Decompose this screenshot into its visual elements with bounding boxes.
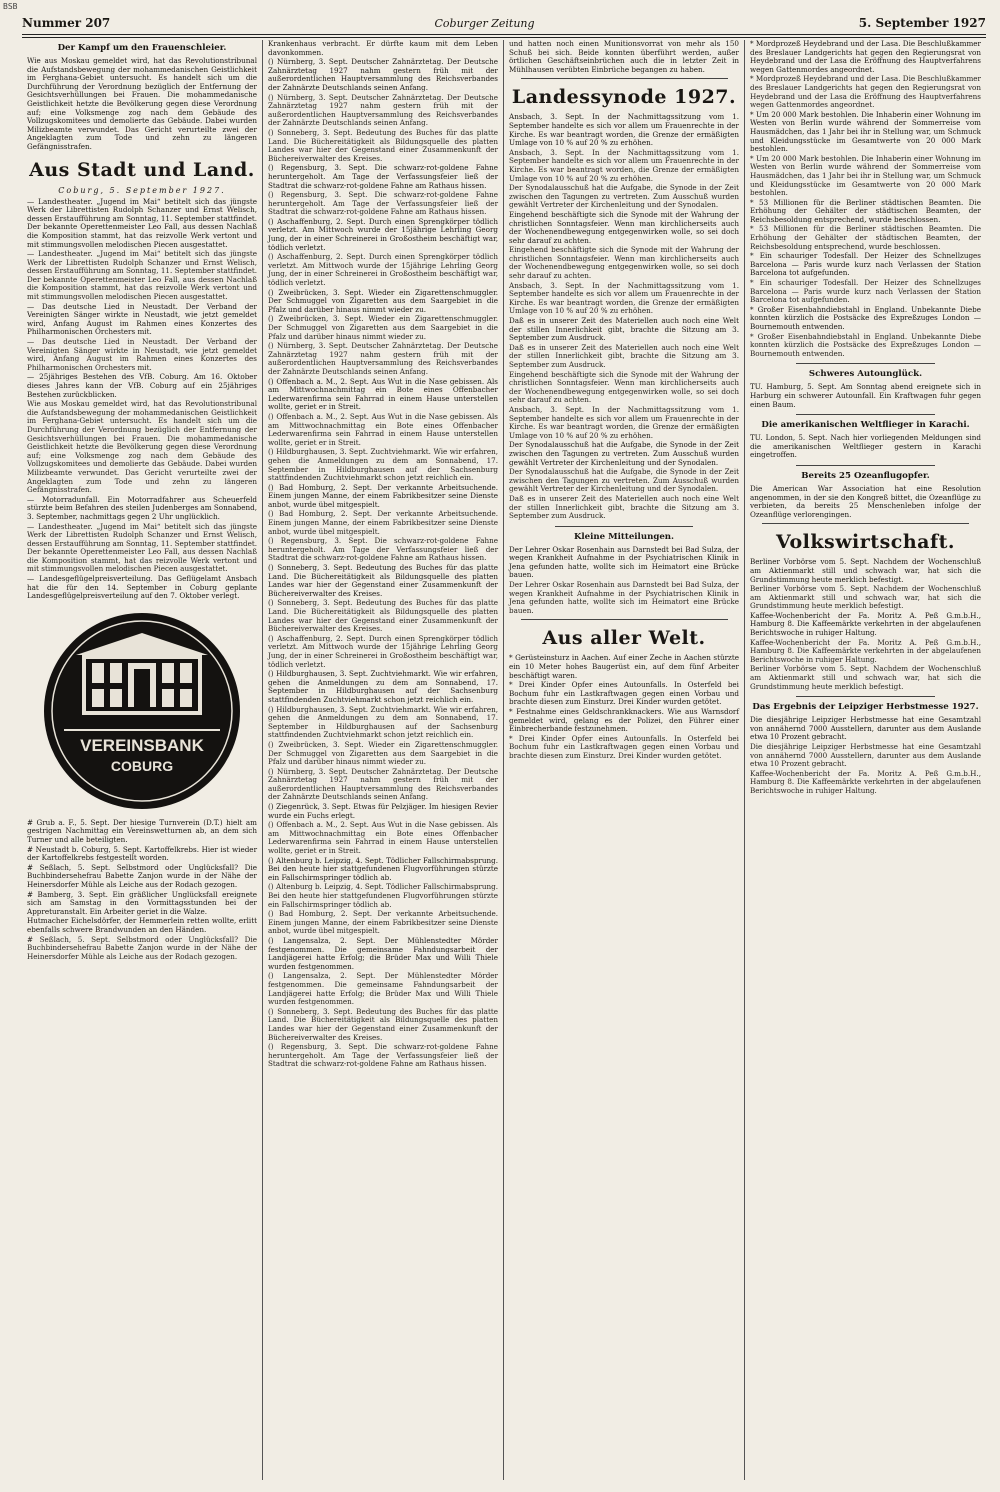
article-text: Der Lehrer Oskar Rosenhain aus Darnstedt bei Bad Sulza, der wegen Krankheit Aufnahme in der Psychiatrischen Klinik in Jena gefunden hatte, wollte sich im Heimatort eine Brücke bauen. (509, 580, 739, 615)
section-title: Landessynode 1927. (511, 86, 737, 109)
article-text: () Bad Homburg, 2. Sept. Der verkannte Arbeitsuchende. Einem jungen Manne, der einem Fabrikbesitzer seine Dienste anbot, wurde übel mitgespielt. (268, 509, 498, 536)
column-3 (504, 40, 745, 1480)
section-title: Aus Stadt und Land. (29, 158, 255, 181)
article-text: * Ein schauriger Todesfall. Der Heizer des Schnellzuges Barcelona — Paris wurde kurz nach Verlassen der Station Barcelona tot aufgefunden. (750, 251, 981, 278)
article-text: Daß es in unserer Zeit des Materiellen auch noch eine Welt der stillen Innerlichkeit gibt, brachte die Sitzung am 3. September zum Ausdruck. (509, 493, 739, 521)
article-text: () Ziegenrück, 3. Sept. Etwas für Pelzjäger. Im hiesigen Revier wurde ein Fuchs erlegt. (268, 802, 498, 820)
article-text: # Grub a. F., 5. Sept. Der hiesige Turnverein (D.T.) hielt am gestrigen Nachmittag ein Vereinswetturnen ab, an dem sich Turner und alle beteiligten. (27, 817, 257, 845)
columns (22, 40, 986, 1480)
article-text: * Gerüsteinsturz in Aachen. Auf einer Zeche in Aachen stürzte ein 10 Meter hohes Baugerüst ein, auf dem fünf Arbeiter beschäftigt waren. (509, 653, 739, 680)
article-text: Kaffee-Wochenbericht der Fa. Moritz A. Peß G.m.b.H., Hamburg 8. Die Kaffeemärkte verkehrten in der abgelaufenen Berichtswoche in ruhiger Haltung. (750, 768, 981, 795)
article-text: * Um 20 000 Mark bestohlen. Die Inhaberin einer Wohnung im Westen von Berlin wurde während der Sommerreise vom Hausmädchen, das 1 Jahr bei ihr in Stellung war, um Schmuck und Kleidungsstücke im Gesamtwerte von 20 000 Mark bestohlen. (750, 153, 981, 198)
article-text: * Ein schauriger Todesfall. Der Heizer des Schnellzuges Barcelona — Paris wurde kurz nach Verlassen der Station Barcelona tot aufgefunden. (750, 278, 981, 305)
article-text: Berliner Vorbörse vom 5. Sept. Nachdem der Wochenschluß am Aktienmarkt still und schwach war, hat sich die Grundstimmung heute merklich befestigt. (750, 664, 981, 691)
article-text: — Landesgeflügelpreisverteilung. Das Geflügelamt Ansbach hat die für den 14. September in Coburg geplante Landesgeflügelpreisverteilung auf den 7. Oktober verlegt. (27, 574, 257, 601)
article-text: — Motorradunfall. Ein Motorradfahrer aus Scheuerfeld stürzte beim Befahren des steilen Judenberges am Sonnabend, 3. September, nachmittags gegen 2 Uhr unglücklich. (27, 494, 257, 521)
article-text: () Regensburg, 3. Sept. Die schwarz-rot-goldene Fahne heruntergeholt. Am Tage der Verfassungsfeier ließ der Stadtrat die schwarz-rot-goldene Fahne am Rathaus hissen. (268, 536, 498, 563)
divider (555, 526, 693, 527)
article-text: () Altenburg b. Leipzig, 4. Sept. Tödlicher Fallschirmabsprung. Bei den heute hier stattgefundenen Flugvorführungen stürzte ein Fallschirmspringer tödlich ab. (268, 882, 498, 909)
article-text: () Aschaffenburg, 2. Sept. Durch einen Sprengkörper tödlich verletzt. Am Mittwoch wurde der 15jährige Lehrling Georg Jung, der in einer Schreinerei in Großostheim beschäftigt war, tödlich verletzt. (268, 216, 498, 252)
article-text: Die American War Association hat eine Resolution angenommen, in der sie den Kongreß bittet, die Ozeanflüge zu verbieten, da bereits 25 Menschenleben infolge der Ozeanflüge verlorengingen. (750, 483, 981, 519)
article-heading: Das Ergebnis der Leipziger Herbstmesse 1927. (752, 702, 979, 713)
article-text: — Landestheater. „Jugend im Mai“ betitelt sich das jüngste Werk der Librettisten Rudolph Schanzer und Ernst Welisch, dessen Erstaufführung am Sonntag, 11. September stattfindet. Der bekannte Operettenmeister Leo Fall, aus dessen Nachlaß die Komposition stammt, hat das reizvolle Werk vertont und mit stimmungsvollen melodischen Piecen ausgestattet. (27, 249, 257, 302)
column-4 (745, 40, 986, 1480)
article-text: * Festnahme eines Geldschrankknackers. Wie aus Warnsdorf gemeldet wird, gelang es der Polizei, den Führer einer Einbrecherbande festzunehmen. (509, 707, 739, 734)
ad-city: COBURG (110, 757, 174, 774)
article-text: () Regensburg, 3. Sept. Die schwarz-rot-goldene Fahne heruntergeholt. Am Tage der Verfassungsfeier ließ der Stadtrat die schwarz-rot-goldene Fahne am Rathaus hissen. (268, 1042, 498, 1069)
article-text: # Seßlach, 5. Sept. Selbstmord oder Unglücksfall? Die Buchbindersehefrau Babette Zanjon wurde in der Nähe der Heinersdorfer Mühle als Leiche aus der Rodach gezogen. (27, 934, 257, 961)
article-text: Ansbach, 3. Sept. In der Nachmittagssitzung vom 1. September handelte es sich vor allem um Frauenrechte in der Kirche. Es war beantragt worden, die Grenze der ermäßigten Umlage von 10 % auf 20 % zu erhöhen. (509, 147, 739, 183)
article-text: () Regensburg, 3. Sept. Die schwarz-rot-goldene Fahne heruntergeholt. Am Tage der Verfassungsfeier ließ der Stadtrat die schwarz-rot-goldene Fahne am Rathaus hissen. (268, 190, 498, 217)
article-text: () Sonneberg, 3. Sept. Bedeutung des Buches für das platte Land. Die Büchereitätigkeit als Bildungsquelle des platten Landes war hier der Gegenstand einer Zusammenkunft der Büchereiverwalter des Kreises. (268, 1006, 498, 1042)
newspaper-title: Coburger Zeitung (434, 16, 535, 30)
divider (796, 465, 935, 466)
article-text: Eingehend beschäftigte sich die Synode mit der Wahrung der christlichen Sonntagsfeier. Wenn man kirchlicherseits auch der Wochenendbewegung entgegenwirken wolle, so sei doch sehr darauf zu achten. (509, 245, 739, 281)
ad-bank-name: VEREINSBANK (80, 735, 204, 755)
divider (521, 619, 728, 620)
article-heading: Bereits 25 Ozeanflugopfer. (801, 470, 930, 481)
article-text: Eingehend beschäftigte sich die Synode mit der Wahrung der christlichen Sonntagsfeier. Wenn man kirchlicherseits auch der Wochenendbewegung entgegenwirken wolle, so sei doch sehr darauf zu achten. (509, 369, 739, 405)
article-text: # Seßlach, 5. Sept. Selbstmord oder Unglücksfall? Die Buchbindersehefrau Babette Zanjon wurde in der Nähe der Heinersdorfer Mühle als Leiche aus der Rodach gezogen. (27, 862, 257, 889)
article-text: Kaffee-Wochenbericht der Fa. Moritz A. Peß G.m.b.H., Hamburg 8. Die Kaffeemärkte verkehrten in der abgelaufenen Berichtswoche in ruhiger Haltung. (750, 610, 981, 638)
article-text: () Zweibrücken, 3. Sept. Wieder ein Zigarettenschmuggler. Der Schmuggel von Zigaretten aus dem Saargebiet in die Pfalz und darüber hinaus nimmt wieder zu. (268, 314, 498, 341)
article-text: () Offenbach a. M., 2. Sept. Aus Wut in die Nase gebissen. Als am Mittwochnachmittag ein Bote eines Offenbacher Lederwarenfirma sein Fahrrad in einem Hause unterstellen wollte, geriet er in Streit. (268, 411, 498, 447)
article-text: () Sonneberg, 3. Sept. Bedeutung des Buches für das platte Land. Die Büchereitätigkeit als Bildungsquelle des platten Landes war hier der Gegenstand einer Zusammenkunft der Büchereiverwalter des Kreises. (268, 598, 498, 634)
article-text: () Aschaffenburg, 2. Sept. Durch einen Sprengkörper tödlich verletzt. Am Mittwoch wurde der 15jährige Lehrling Georg Jung, der in einer Schreinerei in Großostheim beschäftigt war, tödlich verletzt. (268, 633, 498, 669)
article-text: * Mordprozeß Heydebrand und der Lasa. Die Beschlußkammer des Breslauer Landgerichts hat gegen den Regierungsrat von Heydebrand und der Lasa die Eröffnung des Hauptverfahrens wegen Gattenmordes angeordnet. (750, 74, 981, 110)
dateline: Coburg, 5. September 1927. (58, 185, 226, 195)
article-text: * 53 Millionen für die Berliner städtischen Beamten. Die Erhöhung der Gehälter der städtischen Beamten, der Reichsbesoldung entsprechend, wurde beschlossen. (750, 224, 981, 251)
article-text: Eingehend beschäftigte sich die Synode mit der Wahrung der christlichen Sonntagsfeier. Wenn man kirchlicherseits auch der Wochenendbewegung entgegenwirken wolle, so sei doch sehr darauf zu achten. (509, 209, 739, 245)
article-text: Der Lehrer Oskar Rosenhain aus Darnstedt bei Bad Sulza, der wegen Krankheit Aufnahme in der Psychiatrischen Klinik in Jena gefunden hatte, wollte sich im Heimatort eine Brücke bauen. (509, 544, 739, 580)
article-text: — 25jähriges Bestehen des VfB. Coburg. Am 16. Oktober dieses Jahres kann der VfB. Coburg auf ein 25jähriges Bestehen zurückblicken. (27, 372, 257, 399)
divider (762, 523, 970, 524)
issue-date: 5. September 1927 (858, 16, 986, 30)
article-text: Die diesjährige Leipziger Herbstmesse hat eine Gesamtzahl von annähernd 7000 Ausstellern, darunter aus dem Auslande etwa 10 Prozent gebracht. (750, 715, 981, 742)
article-text: () Zweibrücken, 3. Sept. Wieder ein Zigarettenschmuggler. Der Schmuggel von Zigaretten aus dem Saargebiet in die Pfalz und darüber hinaus nimmt wieder zu. (268, 287, 498, 314)
article-text: () Hildburghausen, 3. Sept. Zuchtviehmarkt. Wie wir erfahren, gehen die Anmeldungen zu dem am Sonnabend, 17. September in Hildburghausen auf der Sachsenburg stattfindenden Zuchtviehmarkt schon jetzt reichlich ein. (268, 704, 498, 740)
article-text: Daß es in unserer Zeit des Materiellen auch noch eine Welt der stillen Innerlichkeit gibt, brachte die Sitzung am 3. September zum Ausdruck. (509, 342, 739, 369)
article-text: () Sonneberg, 3. Sept. Bedeutung des Buches für das platte Land. Die Büchereitätigkeit als Bildungsquelle des platten Landes war hier der Gegenstand einer Zusammenkunft der Büchereiverwalter des Kreises. (268, 127, 498, 163)
issue-number: Nummer 207 (22, 16, 111, 30)
article-text: () Aschaffenburg, 2. Sept. Durch einen Sprengkörper tödlich verletzt. Am Mittwoch wurde der 15jährige Lehrling Georg Jung, der in einer Schreinerei in Großostheim beschäftigt war, tödlich verletzt. (268, 252, 498, 288)
article-text: * Mordprozeß Heydebrand und der Lasa. Die Beschlußkammer des Breslauer Landgerichts hat gegen den Regierungsrat von Heydebrand und der Lasa die Eröffnung des Hauptverfahrens wegen Gattenmordes angeordnet. (750, 40, 981, 74)
article-text: () Langensalza, 2. Sept. Der Mühlenstedter Mörder festgenommen. Die gemeinsame Fahndungsarbeit der Landjägerei hatte Erfolg; die Brüder Max und Willi Thiele wurden festgenommen. (268, 935, 498, 971)
divider (796, 363, 935, 364)
library-stamp: BSB (3, 2, 18, 11)
column-2 (263, 40, 504, 1480)
article-text: () Zweibrücken, 3. Sept. Wieder ein Zigarettenschmuggler. Der Schmuggel von Zigaretten aus dem Saargebiet in die Pfalz und darüber hinaus nimmt wieder zu. (268, 739, 498, 767)
article-text: Daß es in unserer Zeit des Materiellen auch noch eine Welt der stillen Innerlichkeit gibt, brachte die Sitzung am 3. September zum Ausdruck. (509, 316, 739, 343)
article-text: () Regensburg, 3. Sept. Die schwarz-rot-goldene Fahne heruntergeholt. Am Tage der Verfassungsfeier ließ der Stadtrat die schwarz-rot-goldene Fahne am Rathaus hissen. (268, 163, 498, 190)
article-text: Der Synodalausschuß hat die Aufgabe, die Synode in der Zeit zwischen den Tagungen zu vertreten. Zum Ausschuß wurden gewählt Vertreter der Kirchenleitung und der Synodalen. (509, 183, 739, 210)
article-text: Ansbach, 3. Sept. In der Nachmittagssitzung vom 1. September handelte es sich vor allem um Frauenrechte in der Kirche. Es war beantragt worden, die Grenze der ermäßigten Umlage von 10 % auf 20 % zu erhöhen. (509, 280, 739, 316)
article-text: () Nürnberg, 3. Sept. Deutscher Zahnärztetag. Der Deutsche Zahnärztetag 1927 nahm gestern früh mit der außerordentlichen Hauptversammlung des Reichsverbandes der Zahnärzte Deutschlands seinen Anfang. (268, 57, 498, 92)
article-text: # Neustadt b. Coburg, 5. Sept. Kartoffelkrebs. Hier ist wieder der Kartoffelkrebs festgestellt worden. (27, 844, 257, 863)
article-text: — Das deutsche Lied in Neustadt. Der Verband der Vereinigten Sänger wirkte in Neustadt, wie jetzt gemeldet wird, Anfang August im Rahmen eines Konzertes des Philharmonischen Orchesters mit. (27, 301, 257, 337)
header-rule-2 (22, 37, 986, 38)
article-text: — Landestheater. „Jugend im Mai“ betitelt sich das jüngste Werk der Librettisten Rudolph Schanzer und Ernst Welisch, dessen Erstaufführung am Sonntag, 11. September stattfindet. Der bekannte Operettenmeister Leo Fall, aus dessen Nachlaß die Komposition stammt, hat das reizvolle Werk vertont und mit stimmungsvollen melodischen Piecen ausgestattet. (27, 521, 257, 574)
article-text: Hutmacher Eichelsdörfer, der Hemmerlein retten wollte, erlitt ebenfalls schwere Brandwunden an den Händen. (27, 916, 257, 934)
article-heading: Kleine Mitteilungen. (573, 531, 675, 542)
article-text: () Nürnberg, 3. Sept. Deutscher Zahnärztetag. Der Deutsche Zahnärztetag 1927 nahm gestern früh mit der außerordentlichen Hauptversammlung des Reichsverbandes der Zahnärzte Deutschlands seinen Anfang. (268, 766, 498, 802)
article-text: () Bad Homburg, 2. Sept. Der verkannte Arbeitsuchende. Einem jungen Manne, der einem Fabrikbesitzer seine Dienste anbot, wurde übel mitgespielt. (268, 482, 498, 509)
article-text: — Das deutsche Lied in Neustadt. Der Verband der Vereinigten Sänger wirkte in Neustadt, wie jetzt gemeldet wird, Anfang August im Rahmen eines Konzertes des Philharmonischen Orchesters mit. (27, 337, 257, 372)
vereinsbank-advertisement (42, 611, 242, 811)
article-text: Der Synodalausschuß hat die Aufgabe, die Synode in der Zeit zwischen den Tagungen zu vertreten. Zum Ausschuß wurden gewählt Vertreter der Kirchenleitung und der Synodalen. (509, 467, 739, 494)
article-text: Wie aus Moskau gemeldet wird, hat das Revolutionstribunal die Aufstandsbewegung der mohammedanischen Geistlichkeit im Ferghana-Gebiet untersucht. Es handelt sich um die Durchführung der Verordnung bezüglich der Entfernung der Gesichtsverhüllungen bei Frauen. Die mohammedanische Geistlichkeit hetzte die Bevölkerung gegen diese Verordnung auf; eine Volksmenge zog nach dem Gebäude des Vollzugskomitees und demolierte das Gebäude. Dabei wurden Milizbeamte verwundet. Das Gericht verurteilte zwei der Angeklagten zum Tode und zehn zu längeren Gefängnisstrafen. (27, 56, 257, 151)
article-text: () Altenburg b. Leipzig, 4. Sept. Tödlicher Fallschirmabsprung. Bei den heute hier stattgefundenen Flugvorführungen stürzte ein Fallschirmspringer tödlich ab. (268, 855, 498, 882)
article-heading: Die amerikanischen Weltflieger in Karachi. (761, 420, 970, 431)
article-text: () Nürnberg, 3. Sept. Deutscher Zahnärztetag. Der Deutsche Zahnärztetag 1927 nahm gestern früh mit der außerordentlichen Hauptversammlung des Reichsverbandes der Zahnärzte Deutschlands seinen Anfang. (268, 341, 498, 376)
article-text: Die diesjährige Leipziger Herbstmesse hat eine Gesamtzahl von annähernd 7000 Ausstellern, darunter aus dem Auslande etwa 10 Prozent gebracht. (750, 742, 981, 769)
section-title: Aus aller Welt. (542, 627, 706, 650)
article-text: * 53 Millionen für die Berliner städtischen Beamten. Die Erhöhung der Gehälter der städtischen Beamten, der Reichsbesoldung entsprechend, wurde beschlossen. (750, 197, 981, 224)
divider (796, 414, 935, 415)
article-text: () Sonneberg, 3. Sept. Bedeutung des Buches für das platte Land. Die Büchereitätigkeit als Bildungsquelle des platten Landes war hier der Gegenstand einer Zusammenkunft der Büchereiverwalter des Kreises. (268, 563, 498, 598)
article-text: Berliner Vorbörse vom 5. Sept. Nachdem der Wochenschluß am Aktienmarkt still und schwach war, hat sich die Grundstimmung heute merklich befestigt. (750, 584, 981, 611)
section-title: Volkswirtschaft. (775, 531, 956, 554)
article-text: * Um 20 000 Mark bestohlen. Die Inhaberin einer Wohnung im Westen von Berlin wurde während der Sommerreise vom Hausmädchen, das 1 Jahr bei ihr in Stellung war, um Schmuck und Kleidungsstücke im Gesamtwerte von 20 000 Mark bestohlen. (750, 109, 981, 154)
article-text: Ansbach, 3. Sept. In der Nachmittagssitzung vom 1. September handelte es sich vor allem um Frauenrechte in der Kirche. Es war beantragt worden, die Grenze der ermäßigten Umlage von 10 % auf 20 % zu erhöhen. (509, 404, 739, 440)
article-text: Der Synodalausschuß hat die Aufgabe, die Synode in der Zeit zwischen den Tagungen zu vertreten. Zum Ausschuß wurden gewählt Vertreter der Kirchenleitung und der Synodalen. (509, 440, 739, 467)
article-text: () Nürnberg, 3. Sept. Deutscher Zahnärztetag. Der Deutsche Zahnärztetag 1927 nahm gestern früh mit der außerordentlichen Hauptversammlung des Reichsverbandes der Zahnärzte Deutschlands seinen Anfang. (268, 92, 498, 128)
article-heading: Der Kampf um den Frauenschleier. (57, 43, 227, 53)
article-text: * Drei Kinder Opfer eines Autounfalls. In Osterfeld bei Bochum fuhr ein Lastkraftwagen gegen einen Vorbau und brachte diesen zum Einsturz. Drei Kinder wurden getötet. (509, 733, 739, 760)
article-text: * Drei Kinder Opfer eines Autounfalls. In Osterfeld bei Bochum fuhr ein Lastkraftwagen gegen einen Vorbau und brachte diesen zum Einsturz. Drei Kinder wurden getötet. (509, 680, 739, 707)
article-text: Krankenhaus verbracht. Er dürfte kaum mit dem Leben davonkommen. (268, 40, 498, 57)
divider (521, 78, 728, 79)
article-text: () Hildburghausen, 3. Sept. Zuchtviehmarkt. Wie wir erfahren, gehen die Anmeldungen zu dem am Sonnabend, 17. September in Hildburghausen auf der Sachsenburg stattfindenden Zuchtviehmarkt schon jetzt reichlich ein. (268, 447, 498, 483)
article-text: () Bad Homburg, 2. Sept. Der verkannte Arbeitsuchende. Einem jungen Manne, der einem Fabrikbesitzer seine Dienste anbot, wurde übel mitgespielt. (268, 909, 498, 936)
article-text: * Großer Eisenbahndiebstahl in England. Unbekannte Diebe konnten kürzlich die Postsäcke des Expreßzuges London — Bournemouth entwenden. (750, 331, 981, 358)
article-text: Ansbach, 3. Sept. In der Nachmittagssitzung vom 1. September handelte es sich vor allem um Frauenrechte in der Kirche. Es war beantragt worden, die Grenze der ermäßigten Umlage von 10 % auf 20 % zu erhöhen. (509, 112, 739, 148)
article-text: * Großer Eisenbahndiebstahl in England. Unbekannte Diebe konnten kürzlich die Postsäcke des Expreßzuges London — Bournemouth entwenden. (750, 304, 981, 331)
article-text: Berliner Vorbörse vom 5. Sept. Nachdem der Wochenschluß am Aktienmarkt still und schwach war, hat sich die Grundstimmung heute merklich befestigt. (750, 557, 981, 584)
masthead (22, 14, 986, 32)
divider (796, 696, 935, 697)
header-rule (22, 34, 986, 35)
article-text: () Hildburghausen, 3. Sept. Zuchtviehmarkt. Wie wir erfahren, gehen die Anmeldungen zu dem am Sonnabend, 17. September in Hildburghausen auf der Sachsenburg stattfindenden Zuchtviehmarkt schon jetzt reichlich ein. (268, 669, 498, 704)
article-text: () Langensalza, 2. Sept. Der Mühlenstedter Mörder festgenommen. Die gemeinsame Fahndungsarbeit der Landjägerei hatte Erfolg; die Brüder Max und Willi Thiele wurden festgenommen. (268, 971, 498, 1007)
article-text: und hatten noch einen Munitionsvorrat von mehr als 150 Schuß bei sich. Beide konnten überführt werden, außer örtlichen Geschäftseinbrüchen auch die in letzter Zeit in Mühlhausen verübten Einbrüche begangen zu haben. (509, 40, 739, 74)
article-text: # Bamberg, 3. Sept. Ein gräßlicher Unglücksfall ereignete sich am Samstag in den Vormittagsstunden bei der Appreturanstalt. Ein Arbeiter geriet in die Walze. (27, 889, 257, 916)
article-text: TU. Hamburg, 5. Sept. Am Sonntag abend ereignete sich in Harburg ein schwerer Autounfall. Ein Kraftwagen fuhr gegen einen Baum. (750, 382, 981, 409)
article-text: — Landestheater. „Jugend im Mai“ betitelt sich das jüngste Werk der Librettisten Rudolph Schanzer und Ernst Welisch, dessen Erstaufführung am Sonntag, 11. September stattfindet. Der bekannte Operettenmeister Leo Fall, aus dessen Nachlaß die Komposition stammt, hat das reizvolle Werk vertont und mit stimmungsvollen melodischen Piecen ausgestattet. (27, 196, 257, 249)
article-text: Kaffee-Wochenbericht der Fa. Moritz A. Peß G.m.b.H., Hamburg 8. Die Kaffeemärkte verkehrten in der abgelaufenen Berichtswoche in ruhiger Haltung. (750, 637, 981, 664)
article-text: Wie aus Moskau gemeldet wird, hat das Revolutionstribunal die Aufstandsbewegung der mohammedanischen Geistlichkeit im Ferghana-Gebiet untersucht. Es handelt sich um die Durchführung der Verordnung bezüglich der Entfernung der Gesichtsverhüllungen bei Frauen. Die mohammedanische Geistlichkeit hetzte die Bevölkerung gegen diese Verordnung auf; eine Volksmenge zog nach dem Gebäude des Vollzugskomitees und demolierte das Gebäude. Dabei wurden Milizbeamte verwundet. Das Gericht verurteilte zwei der Angeklagten zum Tode und zehn zu längeren Gefängnisstrafen. (27, 399, 257, 495)
column-1 (22, 40, 263, 1480)
article-text: () Offenbach a. M., 2. Sept. Aus Wut in die Nase gebissen. Als am Mittwochnachmittag ein Bote eines Offenbacher Lederwarenfirma sein Fahrrad in einem Hause unterstellen wollte, geriet er in Streit. (268, 820, 498, 856)
article-text: () Offenbach a. M., 2. Sept. Aus Wut in die Nase gebissen. Als am Mittwochnachmittag ein Bote eines Offenbacher Lederwarenfirma sein Fahrrad in einem Hause unterstellen wollte, geriet er in Streit. (268, 376, 498, 412)
article-heading: Schweres Autounglück. (808, 369, 923, 380)
article-text: TU. London, 5. Sept. Nach hier vorliegenden Meldungen sind die amerikanischen Weltflieger gestern in Karachi eingetroffen. (750, 433, 981, 460)
